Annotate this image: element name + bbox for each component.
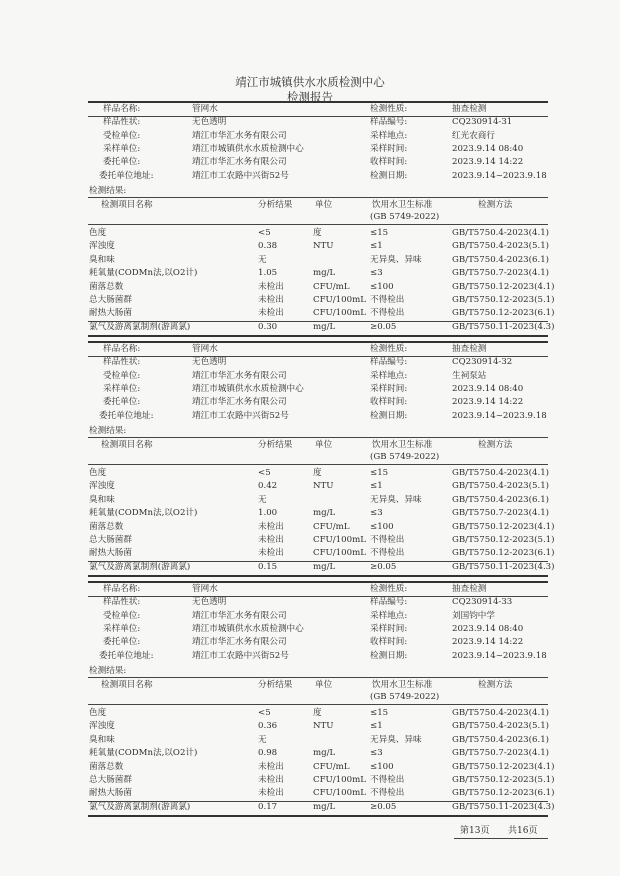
meta-label-client-unit: 委托单位: (103, 157, 141, 168)
cell-result: 未检出 (258, 281, 284, 292)
cell-method: GB/T5750.4-2023(6.1) (452, 734, 550, 745)
column-header-bottom-rule (88, 224, 548, 225)
col-header-standard-code: (GB 5749-2022) (370, 212, 440, 222)
cell-standard: 不得检出 (370, 308, 405, 319)
cell-method: GB/T5750.4-2023(4.1) (452, 228, 550, 238)
meta-value-sampling-unit: 靖江市城镇供水水质检测中心 (192, 143, 304, 154)
meta-label-client-addr: 委托单位地址: (99, 650, 154, 661)
meta-value-sample-no: CQ230914-31 (452, 117, 513, 128)
meta-label-sampling-time: 采样时间: (370, 623, 408, 634)
section-bottom-rule (88, 575, 548, 577)
cell-result: 未检出 (258, 548, 284, 559)
meta-value-sample-char: 无色透明 (192, 597, 227, 608)
col-header-standard-code: (GB 5749-2022) (370, 692, 440, 702)
meta-label-sample-no: 样品编号: (370, 117, 408, 128)
cell-method: GB/T5750.4-2023(6.1) (452, 254, 550, 265)
meta-value-inspected-unit: 靖江市华汇水务有限公司 (192, 370, 287, 381)
cell-item: 浑浊度 (89, 241, 115, 252)
cell-item: 菌落总数 (89, 521, 124, 532)
meta-label-sample-name: 样品名称: (103, 584, 141, 594)
meta-label-client-unit: 委托单位: (103, 397, 141, 408)
meta-label-inspected-unit: 受检单位: (103, 130, 141, 141)
cell-standard: 不得检出 (370, 788, 405, 799)
cell-standard: ≥0.05 (370, 561, 397, 572)
cell-standard: 无异臭、异味 (370, 494, 422, 505)
cell-method: GB/T5750.12-2023(6.1) (452, 308, 555, 319)
cell-unit: CFU/100mL (313, 308, 366, 319)
cell-method: GB/T5750.11-2023(4.3) (452, 561, 555, 572)
cell-result: 1.05 (258, 268, 278, 279)
meta-label-sampling-site: 采样地点: (370, 370, 408, 381)
meta-value-nature: 抽查检测 (452, 104, 487, 114)
section-name-rule (88, 356, 548, 357)
cell-unit: mg/L (313, 801, 336, 812)
results-label: 检测结果: (89, 666, 127, 676)
cell-result: 未检出 (258, 308, 284, 319)
meta-value-receive-time: 2023.9.14 14:22 (452, 397, 524, 408)
cell-unit: CFU/mL (313, 521, 350, 532)
results-label: 检测结果: (89, 186, 127, 196)
meta-label-test-date: 检测日期: (370, 410, 408, 421)
cell-result: 1.00 (258, 508, 278, 519)
cell-method: GB/T5750.12-2023(5.1) (452, 295, 555, 305)
cell-unit: NTU (313, 241, 334, 252)
meta-value-sample-name: 管网水 (192, 584, 218, 594)
cell-standard: ≤15 (370, 228, 389, 238)
cell-method: GB/T5750.12-2023(6.1) (452, 788, 555, 799)
col-header-unit: 单位 (315, 200, 333, 210)
cell-standard: 无异臭、异味 (370, 254, 422, 265)
org-title: 靖江市城镇供水水质检测中心 (235, 75, 385, 89)
meta-value-test-date: 2023.9.14~2023.9.18 (452, 650, 547, 661)
cell-item: 耗氧量(CODMn法,以O2计) (89, 748, 198, 759)
col-header-unit: 单位 (315, 440, 333, 450)
section-top-rule (88, 101, 548, 103)
cell-item: 总大肠菌群 (89, 295, 132, 305)
section-top-rule (88, 581, 548, 583)
cell-item: 浑浊度 (89, 481, 115, 492)
meta-label-sample-char: 样品性状: (103, 597, 141, 608)
cell-unit: 度 (313, 708, 322, 718)
col-header-standard: 饮用水卫生标准 (372, 680, 433, 690)
meta-label-sample-name: 样品名称: (103, 104, 141, 114)
cell-method: GB/T5750.4-2023(4.1) (452, 468, 550, 478)
meta-label-sampling-site: 采样地点: (370, 130, 408, 141)
meta-label-nature: 检测性质: (370, 344, 408, 354)
cell-standard: 不得检出 (370, 548, 405, 559)
cell-standard: ≤3 (370, 508, 383, 519)
cell-item: 色度 (89, 708, 107, 718)
meta-label-sample-char: 样品性状: (103, 357, 141, 368)
cell-result: 0.42 (258, 481, 278, 492)
cell-standard: 不得检出 (370, 535, 405, 545)
meta-value-sample-name: 管网水 (192, 344, 218, 354)
cell-unit: mg/L (313, 748, 336, 759)
col-header-item: 检测项目名称 (101, 440, 153, 450)
section-name-rule (88, 596, 548, 597)
cell-item: 色度 (89, 228, 107, 238)
column-header-top-rule (88, 197, 548, 198)
meta-value-nature: 抽查检测 (452, 584, 487, 594)
cell-item: 色度 (89, 468, 107, 478)
cell-method: GB/T5750.7-2023(4.1) (452, 508, 550, 519)
cell-result: 未检出 (258, 788, 284, 799)
cell-result: 未检出 (258, 761, 284, 772)
meta-label-nature: 检测性质: (370, 104, 408, 114)
cell-standard: ≤100 (370, 521, 394, 532)
col-header-item: 检测项目名称 (101, 680, 153, 690)
cell-result: 未检出 (258, 535, 284, 545)
cell-item: 氯气及游离氯制剂(游离氯) (89, 561, 191, 572)
meta-label-sample-char: 样品性状: (103, 117, 141, 128)
cell-standard: ≤1 (370, 481, 383, 492)
section-name-rule (88, 116, 548, 117)
meta-label-client-unit: 委托单位: (103, 637, 141, 648)
cell-item: 氯气及游离氯制剂(游离氯) (89, 801, 191, 812)
meta-value-sampling-time: 2023.9.14 08:40 (452, 383, 524, 394)
col-header-standard: 饮用水卫生标准 (372, 200, 433, 210)
cell-unit: CFU/mL (313, 281, 350, 292)
cell-unit: mg/L (313, 508, 336, 519)
cell-item: 总大肠菌群 (89, 775, 132, 785)
cell-method: GB/T5750.7-2023(4.1) (452, 748, 550, 759)
col-header-result: 分析结果 (258, 200, 293, 210)
cell-item: 耐热大肠菌 (89, 308, 132, 319)
section-top-rule (88, 341, 548, 343)
meta-value-sampling-unit: 靖江市城镇供水水质检测中心 (192, 383, 304, 394)
cell-unit: mg/L (313, 268, 336, 279)
cell-unit: CFU/mL (313, 761, 350, 772)
cell-method: GB/T5750.12-2023(4.1) (452, 281, 555, 292)
cell-result: 0.38 (258, 241, 278, 252)
cell-standard: ≥0.05 (370, 801, 397, 812)
cell-method: GB/T5750.4-2023(4.1) (452, 708, 550, 718)
cell-standard: 不得检出 (370, 295, 405, 305)
cell-method: GB/T5750.11-2023(4.3) (452, 801, 555, 812)
meta-label-receive-time: 收样时间: (370, 637, 408, 648)
meta-value-client-unit: 靖江市华汇水务有限公司 (192, 157, 287, 168)
meta-value-sampling-time: 2023.9.14 08:40 (452, 623, 524, 634)
cell-standard: 无异臭、异味 (370, 734, 422, 745)
report-section (0, 581, 620, 821)
cell-method: GB/T5750.4-2023(5.1) (452, 481, 550, 492)
meta-value-test-date: 2023.9.14~2023.9.18 (452, 410, 547, 421)
cell-standard: 不得检出 (370, 775, 405, 785)
meta-label-test-date: 检测日期: (370, 170, 408, 181)
meta-label-inspected-unit: 受检单位: (103, 370, 141, 381)
cell-method: GB/T5750.4-2023(5.1) (452, 721, 550, 732)
cell-unit: NTU (313, 721, 334, 732)
cell-result: <5 (258, 468, 271, 478)
page-total: 共16页 (508, 826, 538, 836)
meta-label-sample-name: 样品名称: (103, 344, 141, 354)
meta-label-sampling-unit: 采样单位: (103, 383, 141, 394)
col-header-standard: 饮用水卫生标准 (372, 440, 433, 450)
cell-standard: ≤15 (370, 708, 389, 718)
cell-method: GB/T5750.12-2023(5.1) (452, 535, 555, 545)
cell-result: 0.36 (258, 721, 278, 732)
cell-unit: NTU (313, 481, 334, 492)
cell-item: 耐热大肠菌 (89, 548, 132, 559)
meta-label-sampling-unit: 采样单位: (103, 623, 141, 634)
meta-value-client-unit: 靖江市华汇水务有限公司 (192, 397, 287, 408)
section-bottom-rule (88, 815, 548, 817)
cell-unit: mg/L (313, 321, 336, 332)
cell-result: 0.15 (258, 561, 278, 572)
meta-label-sampling-site: 采样地点: (370, 610, 408, 621)
cell-standard: ≤100 (370, 281, 394, 292)
cell-item: 耐热大肠菌 (89, 788, 132, 799)
cell-item: 菌落总数 (89, 281, 124, 292)
cell-item: 臭和味 (89, 254, 115, 265)
cell-standard: ≤100 (370, 761, 394, 772)
cell-item: 氯气及游离氯制剂(游离氯) (89, 321, 191, 332)
cell-unit: CFU/100mL (313, 788, 366, 799)
meta-value-sampling-site: 生祠泵站 (452, 370, 487, 381)
cell-method: GB/T5750.12-2023(5.1) (452, 775, 555, 785)
meta-value-sampling-unit: 靖江市城镇供水水质检测中心 (192, 623, 304, 634)
cell-method: GB/T5750.4-2023(6.1) (452, 494, 550, 505)
meta-value-receive-time: 2023.9.14 14:22 (452, 637, 524, 648)
cell-item: 臭和味 (89, 494, 115, 505)
cell-result: 0.17 (258, 801, 278, 812)
column-header-bottom-rule (88, 464, 548, 465)
col-header-result: 分析结果 (258, 680, 293, 690)
meta-label-receive-time: 收样时间: (370, 157, 408, 168)
cell-item: 总大肠菌群 (89, 535, 132, 545)
cell-item: 臭和味 (89, 734, 115, 745)
meta-value-sample-char: 无色透明 (192, 357, 227, 368)
cell-result: 0.30 (258, 321, 278, 332)
col-header-item: 检测项目名称 (101, 200, 153, 210)
meta-value-nature: 抽查检测 (452, 344, 487, 354)
cell-standard: ≤1 (370, 241, 383, 252)
cell-unit: CFU/100mL (313, 775, 366, 785)
cell-method: GB/T5750.11-2023(4.3) (452, 321, 555, 332)
cell-result: 无 (258, 254, 267, 265)
report-section (0, 341, 620, 581)
col-header-standard-code: (GB 5749-2022) (370, 452, 440, 462)
col-header-method: 检测方法 (478, 440, 513, 450)
cell-standard: ≥0.05 (370, 321, 397, 332)
col-header-method: 检测方法 (478, 680, 513, 690)
cell-result: 未检出 (258, 295, 284, 305)
cell-standard: ≤3 (370, 748, 383, 759)
cell-item: 菌落总数 (89, 761, 124, 772)
meta-label-sample-no: 样品编号: (370, 357, 408, 368)
cell-method: GB/T5750.4-2023(5.1) (452, 241, 550, 252)
cell-result: 无 (258, 494, 267, 505)
meta-label-receive-time: 收样时间: (370, 397, 408, 408)
cell-unit: 度 (313, 228, 322, 238)
cell-unit: CFU/100mL (313, 548, 366, 559)
cell-method: GB/T5750.12-2023(6.1) (452, 548, 555, 559)
cell-result: <5 (258, 708, 271, 718)
column-header-top-rule (88, 677, 548, 678)
meta-label-sampling-time: 采样时间: (370, 143, 408, 154)
meta-label-test-date: 检测日期: (370, 650, 408, 661)
meta-value-client-addr: 靖江市工农路中兴街52号 (192, 170, 289, 181)
section-bottom-rule (88, 335, 548, 337)
meta-value-client-addr: 靖江市工农路中兴街52号 (192, 650, 289, 661)
column-header-bottom-rule (88, 704, 548, 705)
meta-value-sample-name: 管网水 (192, 104, 218, 114)
meta-label-nature: 检测性质: (370, 584, 408, 594)
cell-standard: ≤1 (370, 721, 383, 732)
cell-item: 耗氧量(CODMn法,以O2计) (89, 508, 198, 519)
meta-value-sample-no: CQ230914-32 (452, 357, 513, 368)
cell-standard: ≤15 (370, 468, 389, 478)
meta-value-inspected-unit: 靖江市华汇水务有限公司 (192, 610, 287, 621)
meta-value-receive-time: 2023.9.14 14:22 (452, 157, 524, 168)
meta-value-sampling-time: 2023.9.14 08:40 (452, 143, 524, 154)
cell-result: 未检出 (258, 521, 284, 532)
column-header-top-rule (88, 437, 548, 438)
cell-result: <5 (258, 228, 271, 238)
meta-label-sampling-unit: 采样单位: (103, 143, 141, 154)
report-section (0, 101, 620, 341)
cell-result: 0.98 (258, 748, 278, 759)
meta-label-sampling-time: 采样时间: (370, 383, 408, 394)
footer-line (454, 838, 548, 839)
meta-label-client-addr: 委托单位地址: (99, 170, 154, 181)
cell-unit: CFU/100mL (313, 535, 366, 545)
cell-result: 无 (258, 734, 267, 745)
cell-unit: CFU/100mL (313, 295, 366, 305)
cell-unit: 度 (313, 468, 322, 478)
cell-item: 浑浊度 (89, 721, 115, 732)
col-header-method: 检测方法 (478, 200, 513, 210)
results-label: 检测结果: (89, 426, 127, 436)
meta-value-client-unit: 靖江市华汇水务有限公司 (192, 637, 287, 648)
meta-label-client-addr: 委托单位地址: (99, 410, 154, 421)
cell-method: GB/T5750.7-2023(4.1) (452, 268, 550, 279)
meta-value-sampling-site: 刘国钧中学 (452, 610, 495, 621)
cell-method: GB/T5750.12-2023(4.1) (452, 761, 555, 772)
report-title: 检测报告 (287, 90, 333, 104)
cell-standard: ≤3 (370, 268, 383, 279)
meta-value-sample-no: CQ230914-33 (452, 597, 513, 608)
meta-value-client-addr: 靖江市工农路中兴街52号 (192, 410, 289, 421)
meta-value-inspected-unit: 靖江市华汇水务有限公司 (192, 130, 287, 141)
meta-value-sample-char: 无色透明 (192, 117, 227, 128)
col-header-unit: 单位 (315, 680, 333, 690)
cell-unit: mg/L (313, 561, 336, 572)
meta-label-sample-no: 样品编号: (370, 597, 408, 608)
meta-value-sampling-site: 红光农商行 (452, 130, 495, 141)
cell-result: 未检出 (258, 775, 284, 785)
cell-method: GB/T5750.12-2023(4.1) (452, 521, 555, 532)
meta-value-test-date: 2023.9.14~2023.9.18 (452, 170, 547, 181)
col-header-result: 分析结果 (258, 440, 293, 450)
meta-label-inspected-unit: 受检单位: (103, 610, 141, 621)
page-number: 第13页 (460, 826, 490, 836)
cell-item: 耗氧量(CODMn法,以O2计) (89, 268, 198, 279)
